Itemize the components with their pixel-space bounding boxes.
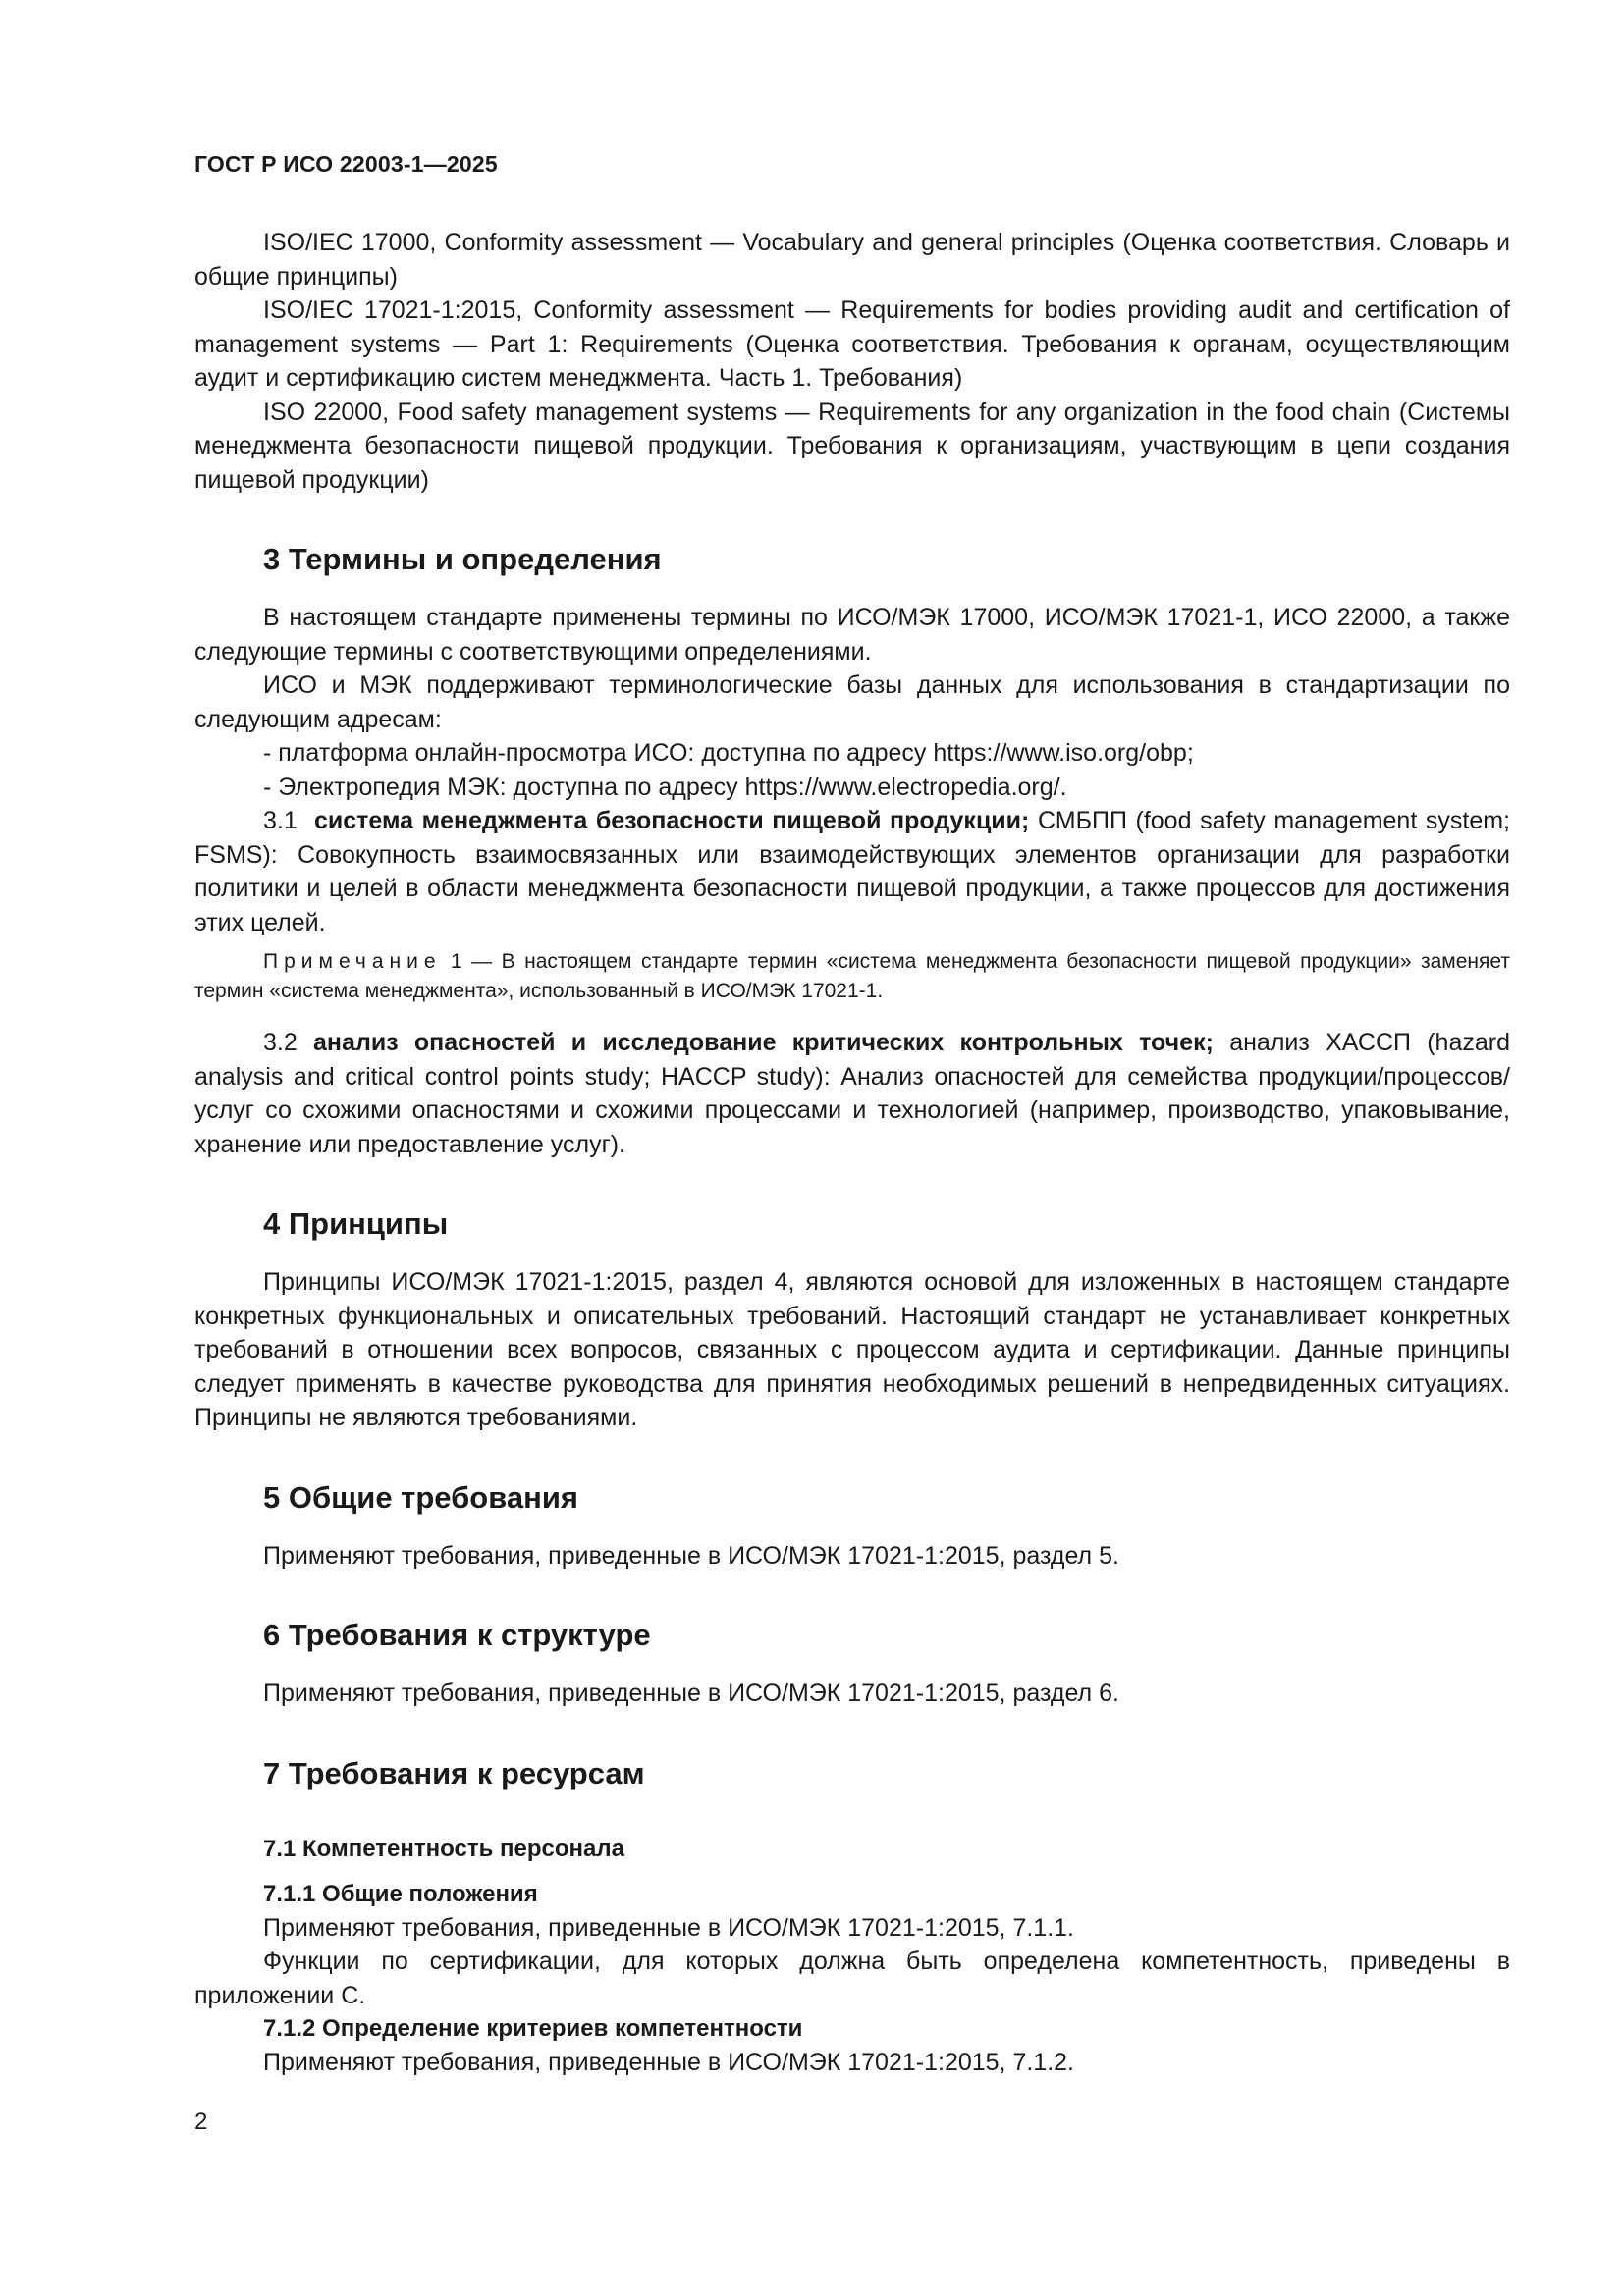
subsection-7-1-2-title: 7.1.2 Определение критериев компетентности — [263, 2015, 803, 2042]
term-name: система менеджмента безопасности пищевой продукции; — [313, 807, 1030, 834]
section-3-paragraph: ИСО и МЭК поддерживают терминологические базы данных для использования в стандартизации по следующим адресам: — [194, 671, 1510, 733]
term-3-1 — [194, 804, 1510, 939]
subsection-7-1-1-paragraph: Функции по сертификации, для которых должна быть определена компетентность, приведены в приложении С. — [194, 1948, 1510, 2009]
term-3-2 — [194, 1026, 1510, 1161]
reference-iso-iec-17000: ISO/IEC 17000, Conformity assessment — Vocabulary and general principles (Оценка соответствия. Словарь и общие принципы) — [194, 229, 1510, 291]
section-7-title: 7 Требования к ресурсам — [263, 1755, 645, 1790]
term-definition: анализ ХАССП (hazard analysis and critical control points study; HACCP study): Анализ опасностей для семейства продукции/процессов/услуг со схожими опасностями и схожими процессами и технологией (например, производство, упаковывание, хранение или предоставление услуг). — [194, 1029, 1510, 1158]
list-item: - платформа онлайн-просмотра ИСО: доступна по адресу https://www.iso.org/obp; — [263, 739, 1194, 767]
term-name: анализ опасностей и исследование критических контрольных точек; — [313, 1029, 1214, 1056]
section-6-paragraph: Применяют требования, приведенные в ИСО/МЭК 17021-1:2015, раздел 6. — [263, 1680, 1119, 1707]
term-definition: СМБПП (food safety management system; FSMS): Совокупность взаимосвязанных или взаимодействующих элементов организации для разработки политики и целей в области менеджмента безопасности пищевой продукции, а также процессов для достижения этих целей. — [194, 807, 1510, 936]
section-3-title: 3 Термины и определения — [263, 542, 662, 576]
section-5-title: 5 Общие требования — [263, 1479, 578, 1515]
term-number: 3.1 — [263, 807, 298, 834]
page-content — [194, 226, 1510, 2080]
note-text: 1 — В настоящем стандарте термин «система менеджмента безопасности пищевой продукции» заменяет термин «система менеджмента», использованный в ИСО/МЭК 17021-1. — [194, 950, 1510, 1002]
section-4-paragraph: Принципы ИСО/МЭК 17021-1:2015, раздел 4, являются основой для изложенных в настоящем стандарте конкретных функциональных и описательных требований. Настоящий стандарт не устанавливает конкретных требований в отношении всех вопросов, связанных с процессом аудита и сертификации. Данные принципы следует применять в качестве руководства для принятия необходимых решений в непредвиденных ситуациях. Принципы не являются требованиями. — [194, 1268, 1510, 1431]
subsection-7-1-1-paragraph: Применяют требования, приведенные в ИСО/МЭК 17021-1:2015, 7.1.1. — [263, 1913, 1075, 1942]
subsection-7-1-title: 7.1 Компетентность персонала — [263, 1835, 624, 1862]
section-6-title: 6 Требования к структуре — [263, 1618, 651, 1652]
reference-iso-22000: ISO 22000, Food safety management systems — Requirements for any organization in the food chain (Системы менеджмента безопасности пищевой продукции. Требования к организациям, участвующим в цепи создания пищевой продукции) — [194, 398, 1510, 494]
reference-iso-iec-17021-1: ISO/IEC 17021-1:2015, Conformity assessment — Requirements for bodies providing audit and certification of management systems — Part 1: Requirements (Оценка соответствия. Требования к органам, осуществляющим аудит и сертификацию систем менеджмента. Часть 1. Требования) — [194, 296, 1510, 392]
note-label: Примечание — [263, 950, 442, 973]
section-5-paragraph: Применяют требования, приведенные в ИСО/МЭК 17021-1:2015, раздел 5. — [263, 1541, 1119, 1570]
list-item: - Электропедия МЭК: доступна по адресу https://www.electropedia.org/. — [263, 773, 1067, 801]
subsection-7-1-2-paragraph: Применяют требования, приведенные в ИСО/МЭК 17021-1:2015, 7.1.2. — [263, 2049, 1075, 2076]
note — [194, 947, 1510, 1006]
section-4-title: 4 Принципы — [263, 1206, 449, 1241]
term-number: 3.2 — [263, 1029, 298, 1056]
subsection-7-1-1-title: 7.1.1 Общие положения — [263, 1880, 538, 1907]
standard-header: ГОСТ Р ИСО 22003-1—2025 — [194, 151, 498, 177]
section-3-paragraph: В настоящем стандарте применены термины по ИСО/МЭК 17000, ИСО/МЭК 17021-1, ИСО 22000, а также следующие термины с соответствующими определениями. — [194, 604, 1510, 666]
page-number: 2 — [194, 2109, 208, 2135]
